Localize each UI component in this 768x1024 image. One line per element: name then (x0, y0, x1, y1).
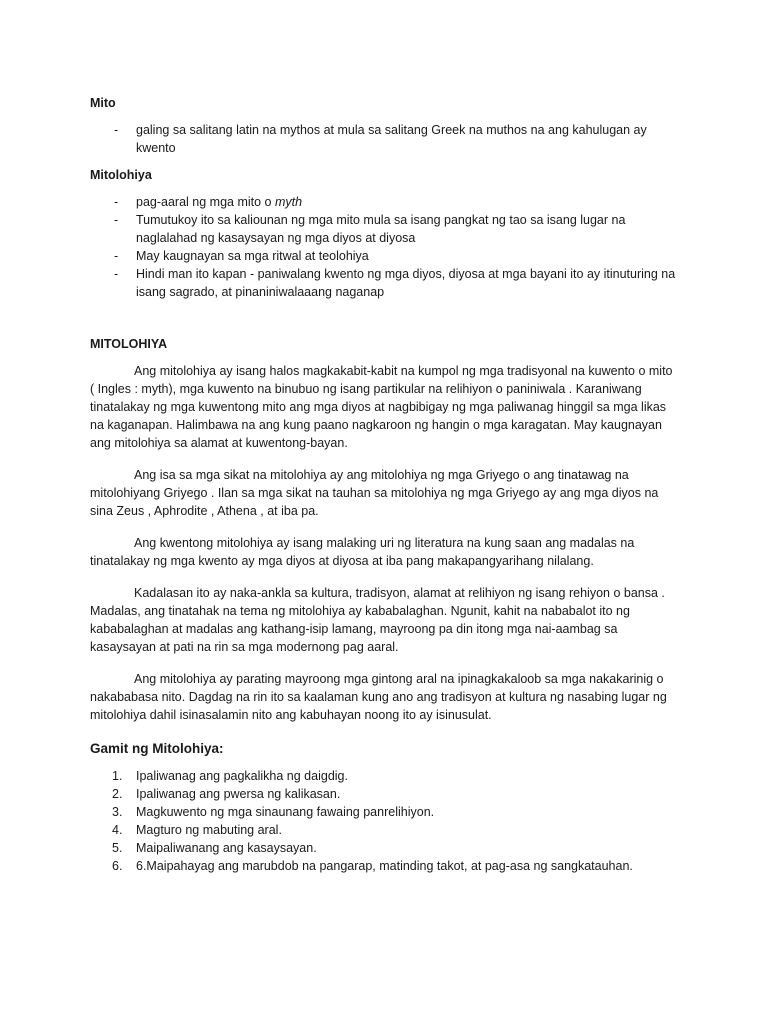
paragraph: Kadalasan ito ay naka-ankla sa kultura, tradisyon, alamat at relihiyon ng isang rehiyon o bansa . Madalas, ang tinatahak na tema ng mitolohiya ay kababalaghan. Ngunit, kahit na nababalot ito ng kababalaghan at madalas ang kathang-isip lamang, mayroong pa din itong mga nai-aambag sa kasaysayan at pati na rin sa mga modernong pag aaral. (90, 586, 665, 654)
list-item (90, 803, 680, 821)
list-item: - galing sa salitang latin na mythos at mula sa salitang Greek na muthos na ang kahulugan ay kwento (114, 123, 647, 155)
list-item: - pag-aaral ng mga mito o myth (114, 195, 303, 209)
list-item-text: Magkuwento ng mga sinaunang fawaing panrelihiyon. (136, 805, 435, 819)
list-item (90, 857, 680, 875)
list-item-text: 6.Maipahayag ang marubdob na pangarap, matinding takot, at pag-asa ng sangkatauhan. (136, 859, 633, 873)
list-item-text: pag-aaral ng mga mito o (136, 195, 275, 209)
mito-list (90, 121, 680, 157)
list-item-text: Ipaliwanag ang pwersa ng kalikasan. (136, 787, 341, 801)
paragraph: Ang kwentong mitolohiya ay isang malaking uri ng literatura na kung saan ang madalas na tinatalakay ng mga kwento ay mga diyos at diyosa at iba pang makapangyarihang nilalang. (90, 536, 635, 568)
gamit-section (90, 740, 680, 758)
list-number: 2. (112, 787, 123, 801)
list-item-text: Hindi man ito kapan - paniwalang kwento ng mga diyos, diyosa at mga bayani ito ay itinuturing na isang sagrado, at pinaniniwalaaang naganap (136, 267, 676, 299)
list-item-italic: myth (274, 195, 303, 209)
list-item-text: Magturo ng mabuting aral. (136, 823, 282, 837)
gamit-heading: Gamit ng Mitolohiya: (90, 741, 224, 756)
paragraph: Ang isa sa mga sikat na mitolohiya ay ang mitolohiya ng mga Griyego o ang tinatawag na mitolohiyang Griyego . Ilan sa mga sikat na tauhan sa mitolohiya ng mga Griyego ay ang mga diyos na sina Zeus , Aphrodite , Athena , at iba pa. (90, 468, 659, 518)
list-item-text: May kaugnayan sa mga ritwal at teolohiya (136, 249, 369, 263)
list-item: - Hindi man ito kapan - paniwalang kwento ng mga diyos, diyosa at mga bayani ito ay itinuturing na isang sagrado, at pinaniniwalaaang naganap (114, 267, 676, 299)
list-number: 4. (112, 823, 123, 837)
mito-section (90, 94, 680, 112)
list-number: 6. (112, 859, 123, 873)
list-number: 3. (112, 805, 123, 819)
mitolohiya-def-list (90, 193, 680, 301)
mitolohiya-section (90, 335, 680, 353)
list-item: - May kaugnayan sa mga ritwal at teolohiya (114, 249, 369, 263)
list-item-text: Tumutukoy ito sa kaliounan ng mga mito mula sa isang pangkat ng tao sa isang lugar na naglalahad ng kasaysayan ng mga diyos at diyosa (136, 213, 626, 245)
mitolohiya-def-section (90, 166, 680, 184)
mito-list-block (90, 121, 680, 157)
list-number: 1. (112, 769, 123, 783)
gamit-list-block (90, 767, 680, 875)
list-item-text: galing sa salitang latin na mythos at mula sa salitang Greek na muthos na ang kahulugan ay kwento (136, 123, 647, 155)
mitolohiya-def-list-block (90, 193, 680, 301)
list-item-text: Ipaliwanag ang pagkalikha ng daigdig. (136, 769, 348, 783)
list-item: - Tumutukoy ito sa kaliounan ng mga mito mula sa isang pangkat ng tao sa isang lugar na naglalahad ng kasaysayan ng mga diyos at diyosa (114, 213, 626, 245)
mito-heading: Mito (90, 96, 116, 110)
list-number: 5. (112, 841, 123, 855)
mitolohiya-paragraphs (90, 362, 680, 738)
gamit-list (90, 767, 680, 875)
list-item (90, 785, 680, 803)
mitolohiya-def-heading: Mitolohiya (90, 168, 152, 182)
list-item (90, 821, 680, 839)
list-item-text: Maipaliwanang ang kasaysayan. (136, 841, 317, 855)
list-item (90, 767, 680, 785)
mitolohiya-section-heading: MITOLOHIYA (90, 337, 168, 351)
paragraph: Ang mitolohiya ay parating mayroong mga gintong aral na ipinagkakaloob sa mga nakakarinig o nakababasa nito. Dagdag na rin ito sa kaalaman kung ano ang tradisyon at kultura ng nasabing lugar ng mitolohiya dahil isinasalamin nito ang kabuhayan noong ito ay isinusulat. (90, 672, 667, 722)
list-item (90, 839, 680, 857)
paragraph: Ang mitolohiya ay isang halos magkakabit-kabit na kumpol ng mga tradisyonal na kuwento o mito ( Ingles : myth), mga kuwento na binubuo ng isang partikular na relihiyon o paniniwala . Karaniwang tinatalakay ng mga kuwentong mito ang mga diyos at nagbibigay ng mga paliwanag hinggil sa mga likas na kaganapan. Halimbawa na ang kung paano nagkaroon ng hangin o mga karagatan. May kaugnayan ang mitolohiya sa alamat at kuwentong-bayan. (90, 364, 673, 450)
